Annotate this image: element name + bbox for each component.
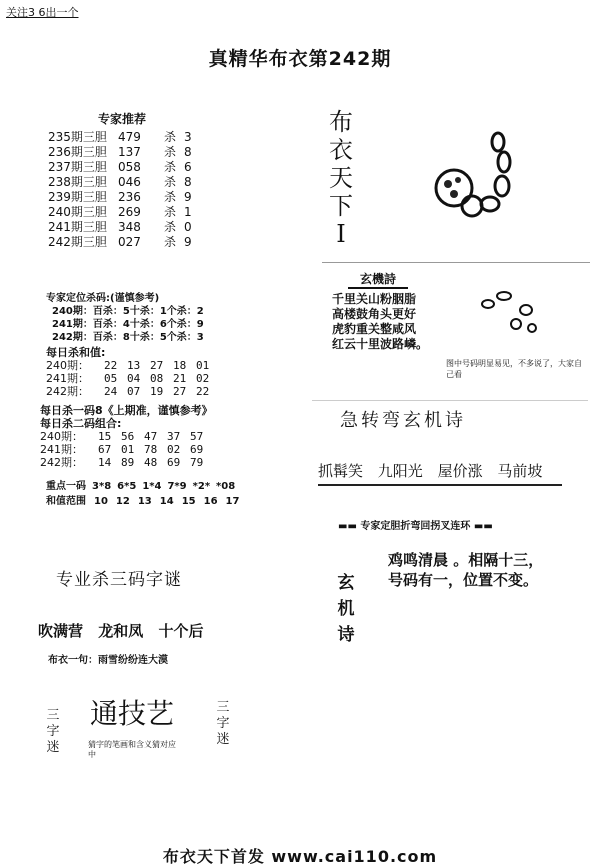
dash-left: ▬▬: [338, 521, 357, 532]
top-note: 关注3 6出一个: [6, 6, 79, 19]
dash-right: ▬▬: [473, 521, 493, 532]
riddle-phrase: 十个后: [158, 622, 204, 640]
table-cell: 22: [196, 385, 210, 398]
table-cell: 37: [167, 430, 181, 443]
table-cell: 479: [118, 130, 141, 144]
divider: [312, 400, 588, 401]
position-kill-row: 240期：百杀：5十杀：1个杀：2: [52, 306, 204, 317]
table-cell: 杀: [164, 175, 177, 189]
table-cell: 027: [118, 235, 141, 249]
table-cell: 04: [127, 372, 141, 385]
poem-lines: [332, 292, 428, 352]
small-rings-illustration: [476, 288, 546, 338]
phrase: 屋价涨: [437, 462, 483, 480]
phrase-underline: [318, 484, 562, 486]
poem-caption: 图中号码明显易见，不多说了，大家自己看: [446, 359, 582, 379]
table-row: [46, 359, 219, 372]
daily-kill-title: 每日杀一码8《上期准，谨慎参考》: [40, 404, 213, 417]
table-cell: 89: [121, 456, 135, 469]
table-cell: 27: [150, 359, 164, 372]
expert-fixed-text: 专家定胆折弯回拐叉连环: [360, 521, 471, 532]
row-label: 240期：: [40, 430, 83, 443]
table-cell: 058: [118, 160, 141, 174]
daily-kill-subtitle: 每日杀二码组合:: [40, 417, 122, 430]
table-cell: 杀: [164, 235, 177, 249]
value: 16: [203, 496, 218, 507]
table-cell: 24: [104, 385, 118, 398]
table-cell: 27: [173, 385, 187, 398]
table-row: [48, 190, 192, 205]
table-cell: 242期三胆: [48, 235, 107, 249]
position-kill-title: 专家定位杀码:(谨慎参考): [46, 293, 160, 304]
phrase: 马前坡: [497, 462, 543, 480]
table-row: [48, 235, 192, 250]
table-cell: 1: [184, 205, 192, 219]
table-cell: 08: [150, 372, 164, 385]
poem-line: 虎豹重关整咸风: [332, 322, 417, 336]
value: *2*: [192, 481, 211, 492]
row-label: 240期：: [46, 359, 89, 372]
value: 12: [115, 496, 130, 507]
value: 6*5: [117, 481, 137, 492]
daily-sum-block: [46, 346, 219, 398]
row-label: 241期：: [40, 443, 83, 456]
table-row: [40, 456, 213, 469]
poem-line: 红云十里波路嶙。: [332, 337, 429, 351]
table-cell: 13: [127, 359, 141, 372]
table-cell: 69: [167, 456, 181, 469]
table-cell: 348: [118, 220, 141, 234]
riddle-poem-title: 急转弯玄机诗: [340, 410, 466, 431]
table-row: [48, 205, 192, 220]
expert-title: 专家推荐: [98, 112, 147, 126]
value: *08: [216, 481, 236, 492]
table-cell: 22: [104, 359, 118, 372]
table-cell: 046: [118, 175, 141, 189]
poem2-line: 号码有一，位置不变。: [388, 571, 539, 589]
value: 15: [181, 496, 196, 507]
table-row: [48, 220, 192, 235]
riddle-line: [38, 620, 214, 641]
table-row: [40, 443, 213, 456]
table-cell: 241期三胆: [48, 220, 107, 234]
sum-range-row: [46, 492, 247, 507]
table-cell: 杀: [164, 130, 177, 144]
vertical-poem-title: 玄机诗: [337, 573, 355, 645]
table-row: [48, 130, 192, 145]
daily-sum-title: 每日杀和值:: [46, 346, 106, 359]
phrase: 九阳光: [377, 462, 423, 480]
table-cell: 238期三胆: [48, 175, 107, 189]
riddle-title: 专业杀三码字谜: [56, 570, 182, 590]
value: 17: [225, 496, 240, 507]
table-cell: 9: [184, 190, 192, 204]
table-row: [46, 385, 219, 398]
table-row: [48, 160, 192, 175]
riddle-right-vertical: 三字迷: [216, 700, 230, 747]
table-cell: 3: [184, 130, 192, 144]
row-label: 241期：: [46, 372, 89, 385]
row-label: 242期：: [46, 385, 89, 398]
table-cell: 杀: [164, 160, 177, 174]
rings-sketch-illustration: [418, 130, 538, 230]
riddle-note: 猜字的笔画和含义猜对应中: [88, 740, 176, 759]
table-cell: 78: [144, 443, 158, 456]
riddle-hint: 布衣一句：雨雪纷纷连大漠: [48, 655, 168, 666]
value: 14: [159, 496, 174, 507]
table-cell: 237期三胆: [48, 160, 107, 174]
table-cell: 02: [167, 443, 181, 456]
table-cell: 21: [173, 372, 187, 385]
poem2: [388, 550, 543, 590]
table-cell: 236: [118, 190, 141, 204]
phrase-row: [318, 460, 552, 481]
table-cell: 235期三胆: [48, 130, 107, 144]
table-cell: 79: [190, 456, 204, 469]
footer: 布衣天下首发 www.cai110.com: [162, 847, 438, 866]
table-cell: 239期三胆: [48, 190, 107, 204]
table-cell: 杀: [164, 190, 177, 204]
table-cell: 137: [118, 145, 141, 159]
table-cell: 57: [190, 430, 204, 443]
poem-line: 高楼鼓角头更好: [332, 307, 417, 321]
position-kill-row: 241期：百杀：4十杀：6个杀：9: [52, 319, 204, 330]
table-cell: 8: [184, 175, 192, 189]
table-row: [48, 175, 192, 190]
table-cell: 05: [104, 372, 118, 385]
table-cell: 19: [150, 385, 164, 398]
poem-head: 玄機詩: [348, 270, 408, 289]
table-cell: 07: [127, 385, 141, 398]
value: 10: [94, 496, 108, 507]
table-cell: 杀: [164, 145, 177, 159]
table-cell: 56: [121, 430, 135, 443]
poem-line: 千里关山粉胭脂: [332, 292, 417, 306]
position-kill-block: [46, 292, 204, 344]
table-cell: 48: [144, 456, 158, 469]
value: 1*4: [142, 481, 162, 492]
riddle-phrase: 吹满营: [38, 622, 84, 640]
table-cell: 14: [98, 456, 112, 469]
table-cell: 8: [184, 145, 192, 159]
table-cell: 18: [173, 359, 187, 372]
daily-kill-block: [40, 404, 213, 469]
poem2-line: 鸡鸣清晨 。相隔十三，: [388, 551, 544, 569]
table-cell: 67: [98, 443, 112, 456]
expert-table: [48, 130, 192, 250]
table-cell: 269: [118, 205, 141, 219]
table-cell: 6: [184, 160, 192, 174]
riddle-big-word: 通技艺: [90, 697, 175, 730]
riddle-left-vertical: 三字迷: [46, 708, 60, 755]
table-row: [40, 430, 213, 443]
value: 3*8: [92, 481, 112, 492]
riddle-phrase: 龙和凤: [98, 622, 144, 640]
row-label: 242期：: [40, 456, 83, 469]
table-cell: 杀: [164, 220, 177, 234]
table-row: [48, 145, 192, 160]
focus-row: [46, 477, 241, 492]
expert-fixed-line: [338, 517, 493, 532]
table-cell: 69: [190, 443, 204, 456]
row-label: 重点一码: [46, 481, 86, 492]
table-cell: 9: [184, 235, 192, 249]
table-cell: 02: [196, 372, 210, 385]
table-cell: 236期三胆: [48, 145, 107, 159]
table-cell: 15: [98, 430, 112, 443]
row-label: 和值范围: [46, 496, 86, 507]
table-cell: 杀: [164, 205, 177, 219]
table-cell: 01: [196, 359, 210, 372]
right-vertical-title: 布衣天下I: [329, 108, 353, 248]
table-cell: 240期三胆: [48, 205, 107, 219]
value: 7*9: [167, 481, 187, 492]
table-cell: 0: [184, 220, 192, 234]
value: 13: [137, 496, 152, 507]
position-kill-row: 242期：百杀：8十杀：5个杀：3: [52, 332, 204, 343]
table-cell: 01: [121, 443, 135, 456]
table-row: [46, 372, 219, 385]
page-title: 真精华布衣第242期: [208, 48, 392, 70]
phrase: 抓髯笑: [318, 462, 364, 480]
table-cell: 47: [144, 430, 158, 443]
